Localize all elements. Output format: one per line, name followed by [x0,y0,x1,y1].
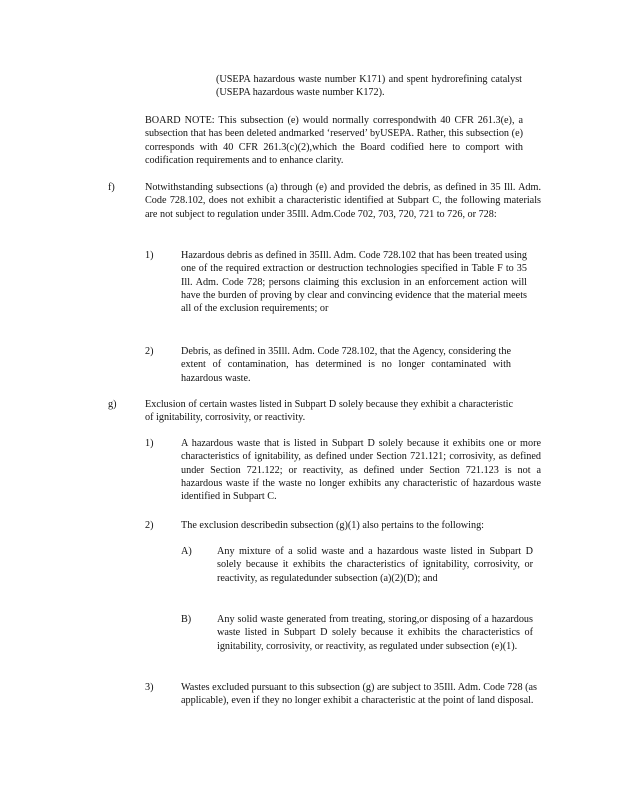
item-f1-label: 1) [145,250,154,261]
item-g2b-text: Any solid waste generated from treating, storing,or disposing of a hazardous waste listed in Subpart D solely because it exhibits the characteristics of ignitability, corrosivity, or reactivity, as regulated under subsection (e)(1). [217,614,533,652]
subsection-g-text: Exclusion of certain wastes listed in Subpart D solely because they exhibit a characteristic of ignitability, corrosivity, or reactivity. [145,399,513,424]
board-note: BOARD NOTE: This subsection (e) would normally correspondwith 40 CFR 261.3(e), a subsection that has been deleted andmarked ‘reserved’ byUSEPA. Rather, this subsection (e) corresponds with 40 CFR 261.3(c)(2),which the Board codified here to comport with codification requirements and to enhance clarity. [145,115,523,166]
item-g3-text: Wastes excluded pursuant to this subsection (g) are subject to 35Ill. Adm. Code 728 (as applicable), even if they no longer exhibit a characteristic at the point of land disposal. [181,682,537,707]
subsection-g-label: g) [108,399,117,410]
item-g1-label: 1) [145,438,154,449]
item-g2a-label: A) [181,546,192,557]
item-f2-label: 2) [145,346,154,357]
item-g3-label: 3) [145,682,154,693]
item-g2-label: 2) [145,520,154,531]
item-g2-text: The exclusion describedin subsection (g)(1) also pertains to the following: [181,520,485,531]
item-f2-text: Debris, as defined in 35Ill. Adm. Code 728.102, that the Agency, considering the extent of contamination, has determined is no longer contaminated with hazardous waste. [181,346,511,384]
subsection-f-label: f) [108,182,115,193]
item-g2a-text: Any mixture of a solid waste and a hazardous waste listed in Subpart D solely because it exhibits the characteristics of ignitability, corrosivity, or reactivity, as regulatedunder subsection (a)(2)(D); and [217,546,533,584]
subsection-f-text: Notwithstanding subsections (a) through (e) and provided the debris, as defined in 35 Ill. Adm. Code 728.102, does not exhibit a characteristic identified at Subpart C, the following materials are not subject to regulation under 35Ill. Adm.Code 702, 703, 720, 721 to 726, or 728: [145,182,541,220]
continuation-paragraph: (USEPA hazardous waste number K171) and spent hydrorefining catalyst (USEPA hazardous waste number K172). [216,74,522,99]
item-f1-text: Hazardous debris as defined in 35Ill. Adm. Code 728.102 that has been treated using one of the required extraction or destruction technologies specified in Table F to 35 Ill. Adm. Code 728; persons claiming this exclusion in an enforcement action will have the burden of proving by clear and convincing evidence that the material meets all of the exclusion requirements; or [181,250,527,315]
item-g2b-label: B) [181,614,192,625]
item-g1-text: A hazardous waste that is listed in Subpart D solely because it exhibits one or more characteristics of ignitability, as defined under Section 721.121; corrosivity, as defined under Section 721.122; or reactivity, as defined under Section 721.123 is not a hazardous waste if the waste no longer exhibits any characteristic of hazardous waste identified in Subpart C. [181,438,541,503]
